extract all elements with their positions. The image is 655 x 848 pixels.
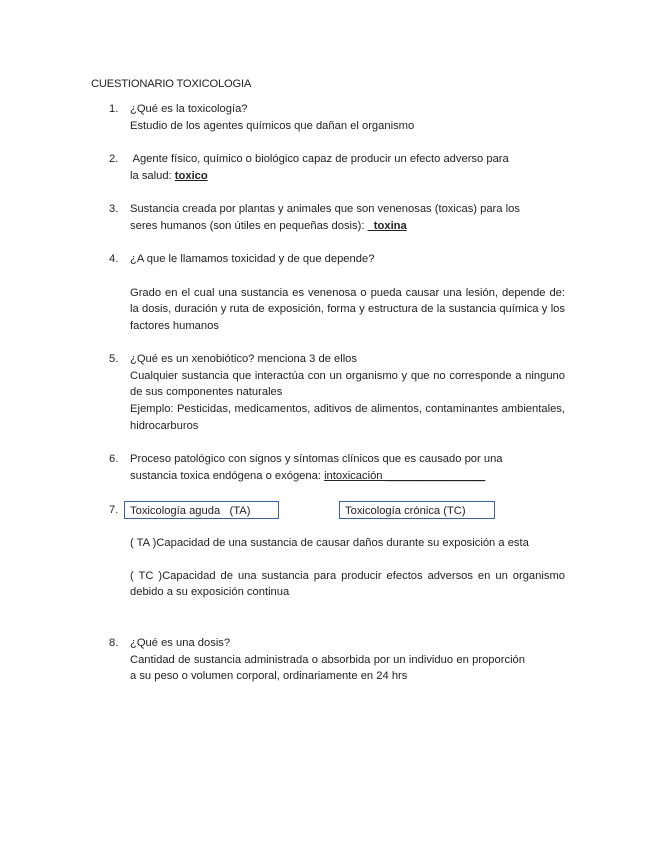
- chronic-toxicology-box: Toxicología crónica (TC): [339, 501, 495, 519]
- question-number: 2.: [109, 153, 119, 165]
- question-text: ¿Qué es una dosis?: [130, 637, 231, 649]
- question-3: [109, 201, 565, 234]
- answer-text: Cantidad de sustancia administrada o absorbida por un individuo en proporción a su peso o volumen corporal, ordinariamente en 24 hrs: [130, 653, 525, 683]
- answer-text: Cualquier sustancia que interactúa con un organismo y que no corresponde a ninguno de sus componentes naturales: [130, 369, 565, 399]
- question-5: [109, 351, 565, 435]
- question-number: 1.: [109, 103, 119, 115]
- question-text-end: sustancia toxica endógena o exógena:: [130, 469, 325, 482]
- question-text: ¿Qué es la toxicología?: [130, 103, 248, 115]
- question-7: [109, 501, 565, 621]
- question-number: 8.: [109, 637, 119, 649]
- question-6: [109, 451, 565, 484]
- question-text: Agente físico, químico o biológico capaz de producir un efecto adverso para: [130, 153, 509, 165]
- document-title: CUESTIONARIO TOXICOLOGIA: [91, 78, 252, 90]
- question-text-end: seres humanos (son útiles en pequeñas dosis):: [130, 219, 368, 232]
- question-text: Proceso patológico con signos y síntomas clínicos que es causado por una: [130, 453, 503, 465]
- question-text: ¿Qué es un xenobiótico? menciona 3 de ellos: [130, 353, 358, 365]
- question-number: 7.: [109, 504, 119, 516]
- question-text-end: la salud:: [130, 169, 175, 182]
- answer-text: _toxina: [367, 219, 407, 232]
- question-1: [109, 101, 565, 134]
- question-number: 3.: [109, 203, 119, 215]
- question-8: [109, 635, 565, 685]
- ta-definition: ( TA )Capacidad de una sustancia de causar daños durante su exposición a esta: [130, 537, 529, 549]
- question-number: 4.: [109, 253, 119, 265]
- answer-text: intoxicación ________________: [324, 469, 486, 482]
- question-text: ¿A que le llamamos toxicidad y de que depende?: [130, 253, 375, 265]
- tc-definition: ( TC )Capacidad de una sustancia para producir efectos adversos en un organismo debido a su exposición continua: [130, 569, 565, 599]
- answer-text: toxico: [174, 169, 208, 182]
- question-text: Sustancia creada por plantas y animales que son venenosas (toxicas) para los: [130, 203, 520, 215]
- question-number: 6.: [109, 453, 119, 465]
- question-4: [109, 251, 565, 335]
- acute-toxicology-box: Toxicología aguda (TA): [124, 501, 279, 519]
- question-2: [109, 151, 565, 184]
- question-number: 5.: [109, 353, 119, 365]
- answer-text: Estudio de los agentes químicos que dañan el organismo: [130, 119, 415, 132]
- example-text: Ejemplo: Pesticidas, medicamentos, aditivos de alimentos, contaminantes ambientales, hidrocarburos: [130, 403, 565, 432]
- answer-text: Grado en el cual una sustancia es venenosa o pueda causar una lesión, depende de: la dosis, duración y ruta de exposición, forma y estructura de la sustancia química y los factores humanos: [130, 286, 565, 333]
